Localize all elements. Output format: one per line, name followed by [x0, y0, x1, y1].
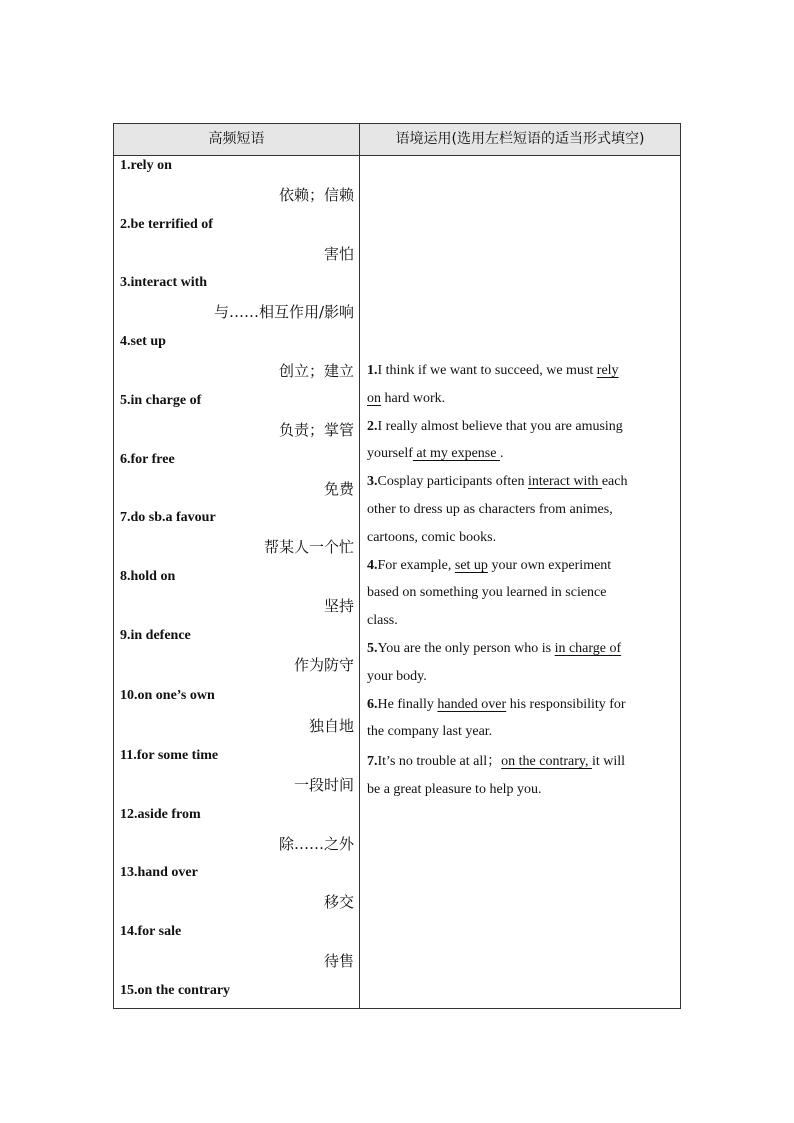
- phrase-term: 3.interact with: [120, 275, 208, 290]
- phrase-term: 7.do sb.a favour: [120, 510, 216, 525]
- answer-blank: interact with: [527, 474, 602, 490]
- exercise-number: 4.: [367, 557, 378, 573]
- answer-blank: on: [367, 390, 381, 406]
- exercise-text: Cosplay participants often: [377, 474, 528, 490]
- exercise-text: based on something you learned in science: [367, 585, 607, 601]
- phrase-term: 15.on the contrary: [120, 983, 231, 998]
- phrase-meaning: 创立；建立: [278, 362, 354, 380]
- exercise-text: your own experiment: [487, 557, 612, 573]
- exercise-list: [367, 357, 672, 804]
- phrase-term: 1.rely on: [120, 158, 172, 173]
- phrase-meaning: 免费: [323, 480, 354, 498]
- exercise-text: your body.: [367, 668, 427, 684]
- exercise-line: [367, 496, 672, 524]
- phrase-meaning: 依赖；信赖: [278, 186, 354, 204]
- phrase-term: 11.for some time: [120, 748, 219, 763]
- phrase-term: 12.aside from: [120, 807, 201, 822]
- answer-blank: handed over: [437, 696, 507, 712]
- exercise-text: I think if we want to succeed, we must: [377, 363, 597, 378]
- phrase-meaning: 作为防守: [293, 656, 354, 674]
- phrase-meaning: 与……相互作用/影响: [213, 303, 354, 321]
- exercise-text: .: [499, 446, 504, 462]
- exercise-text: it will: [592, 754, 626, 770]
- exercise-number: 3.: [367, 474, 378, 490]
- phrase-table: [113, 123, 681, 1009]
- exercise-text: He finally: [377, 696, 438, 712]
- exercise-text: cartoons, comic books.: [367, 529, 497, 545]
- phrase-meaning: 负责；掌管: [278, 421, 354, 439]
- exercise-line: [367, 579, 672, 607]
- exercise-text: It’s no trouble at all；: [377, 754, 502, 770]
- phrase-term: 8.hold on: [120, 569, 176, 584]
- exercise-line: [367, 385, 672, 413]
- exercise-number: 6.: [367, 696, 378, 712]
- phrase-term: 9.in defence: [120, 628, 191, 643]
- phrase-term: 10.on one’s own: [120, 688, 215, 703]
- table-header: [114, 124, 680, 156]
- exercise-line: [367, 748, 672, 776]
- header-high-frequency-phrases: 高频短语: [208, 131, 265, 147]
- exercise-line: [367, 413, 672, 441]
- phrase-meaning: 待售: [323, 952, 354, 970]
- exercise-text: I really almost believe that you are amusing: [377, 418, 623, 434]
- phrase-term: 14.for sale: [120, 924, 182, 939]
- exercise-text: hard work.: [381, 390, 446, 406]
- exercise-text: class.: [367, 613, 398, 629]
- phrase-meaning: 除……之外: [278, 835, 354, 853]
- answer-blank: on the contrary,: [501, 754, 592, 770]
- exercise-line: [367, 663, 672, 691]
- exercise-line: [367, 552, 672, 580]
- phrase-meaning: 害怕: [323, 245, 354, 263]
- exercise-number: 5.: [367, 640, 378, 656]
- header-context-usage: 语境运用(选用左栏短语的适当形式填空): [395, 131, 645, 147]
- exercise-text: For example,: [377, 557, 455, 573]
- exercise-line: [367, 357, 672, 385]
- exercise-text: other to dress up as characters from animes,: [367, 501, 613, 517]
- exercise-text: be a great pleasure to help you.: [367, 781, 542, 797]
- exercise-number: 2.: [367, 418, 378, 434]
- exercise-line: [367, 776, 672, 804]
- phrase-term: 4.set up: [120, 334, 166, 349]
- phrase-term: 2.be terrified of: [120, 217, 213, 232]
- phrase-meaning: 帮某人一个忙: [263, 538, 354, 556]
- exercise-line: [367, 468, 672, 496]
- phrase-term: 13.hand over: [120, 865, 198, 880]
- exercise-line: [367, 691, 672, 719]
- exercise-text: each: [601, 474, 628, 490]
- exercise-number: 1.: [367, 363, 378, 378]
- phrase-meaning: 坚持: [323, 597, 354, 615]
- answer-blank: at my expense: [412, 446, 500, 462]
- exercise-text: yourself: [367, 446, 413, 462]
- exercise-line: [367, 607, 672, 635]
- phrase-meaning: 移交: [323, 893, 354, 911]
- exercise-line: [367, 524, 672, 552]
- exercise-text: his responsibility for: [506, 696, 626, 712]
- exercise-number: 7.: [367, 754, 378, 770]
- phrase-meaning: 一段时间: [293, 776, 354, 794]
- phrase-term: 5.in charge of: [120, 393, 202, 408]
- answer-blank: rely: [596, 363, 619, 378]
- column-divider: [359, 124, 360, 1008]
- exercise-line: [367, 440, 672, 468]
- phrase-term: 6.for free: [120, 452, 175, 467]
- answer-blank: in charge of: [554, 640, 622, 656]
- exercise-text: the company last year.: [367, 724, 493, 740]
- phrase-meaning: 独自地: [308, 717, 354, 735]
- exercise-line: [367, 718, 672, 746]
- answer-blank: set up: [454, 557, 488, 573]
- exercise-text: You are the only person who is: [377, 640, 555, 656]
- exercise-line: [367, 635, 672, 663]
